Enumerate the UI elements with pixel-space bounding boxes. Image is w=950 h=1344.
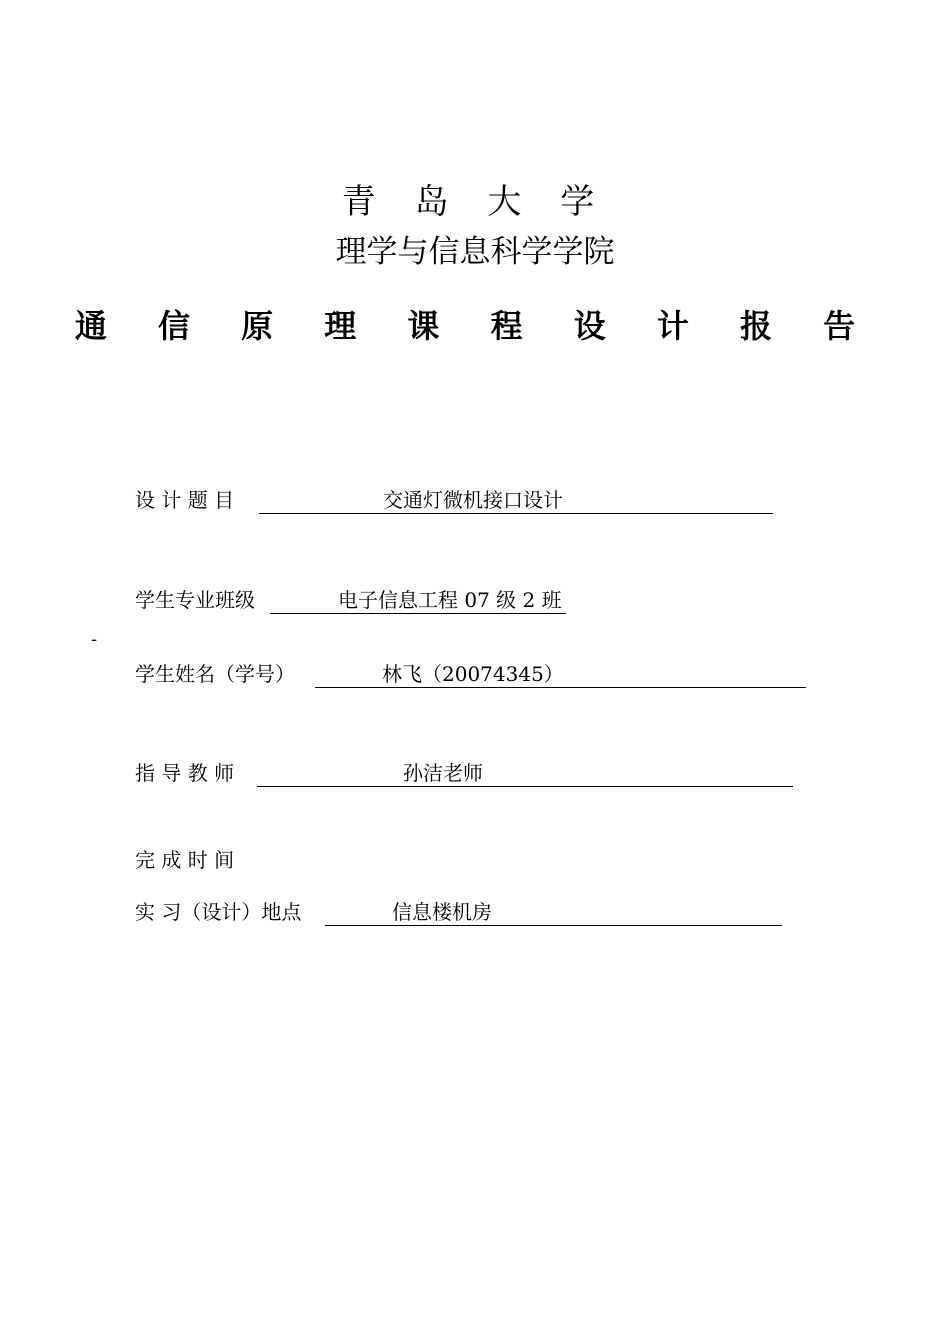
topic-row — [135, 486, 775, 516]
class-value: 电子信息工程 07 级 2 班 — [338, 588, 562, 612]
stray-mark: - — [91, 629, 98, 650]
time-label: 完 成 时 间 — [135, 848, 235, 872]
place-value: 信息楼机房 — [392, 900, 492, 924]
time-row — [135, 846, 535, 876]
name-row — [135, 660, 815, 690]
report-title: 通 信 原 理 课 程 设 计 报 告 — [74, 307, 876, 345]
place-row — [135, 898, 815, 928]
university-name: 青 岛 大 学 — [341, 182, 609, 222]
college-name: 理学与信息科学学院 — [335, 234, 615, 270]
name-value: 林飞（20074345） — [382, 662, 564, 686]
class-row — [135, 586, 775, 616]
advisor-value: 孙洁老师 — [403, 761, 483, 785]
place-label: 实 习（设计）地点 — [135, 900, 302, 924]
advisor-row — [135, 759, 815, 789]
advisor-underline — [257, 759, 793, 787]
class-label: 学生专业班级 — [135, 588, 255, 612]
advisor-label: 指 导 教 师 — [135, 761, 235, 785]
name-label: 学生姓名（学号） — [135, 662, 295, 686]
topic-value: 交通灯微机接口设计 — [383, 488, 563, 512]
topic-label: 设 计 题 目 — [135, 488, 235, 512]
